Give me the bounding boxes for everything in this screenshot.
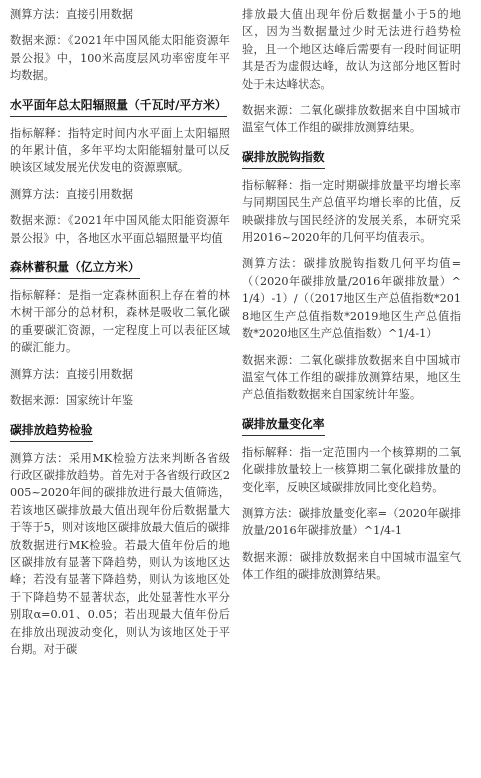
method-paragraph: 测算方法：直接引用数据: [10, 367, 134, 381]
source-paragraph: 数据来源：《2021年中国风能太阳能资源年景公报》中，各地区水平面总辐照量平均值: [10, 214, 230, 245]
definition-paragraph: 指标解释：是指一定森林面积上存在着的林木树干部分的总材积，森林是吸收二氧化碳的重要碳汇资源，一定程度上可以表征区域的碳汇能力。: [10, 289, 230, 355]
source-paragraph: 数据来源：国家统计年鉴: [10, 394, 134, 408]
right-column: [242, 6, 461, 778]
method-paragraph: 测算方法：碳排放量变化率=（2020年碳排放量/2016年碳排放量）^1/4-1: [242, 506, 461, 538]
continued-paragraph: 排放最大值出现年份后数据量小于5的地区，因为当数据量过少时无法进行趋势检验，且一个地区达峰后需要有一段时间证明其是否为虚假达峰，故认为这部分地区暂时处于未达峰状态。: [242, 8, 461, 91]
method-paragraph: 测算方法：碳排放脱钩指数几何平均值=（（2020年碳排放量/2016年碳排放量）^1/4）-1）/（（2017地区生产总值指数*2018地区生产总值指数*2019地区生产总值指数*2020地区生产总值指数）^1/4-1）: [242, 257, 461, 341]
section-heading-solar: 水平面年总太阳辐照量（千瓦时/平方米）: [10, 97, 227, 117]
source-paragraph: 数据来源：《2021年中国风能太阳能资源年景公报》中，100米高度层风功率密度年平均数据。: [10, 34, 230, 83]
definition-paragraph: 指标解释：指一定时期碳排放量平均增长率与同期国民生产总值平均增长率的比值，反映碳排放与国民经济的发展关系，本研究采用2016~2020年的几何平均值表示。: [242, 178, 461, 245]
left-column: [10, 6, 230, 778]
source-paragraph: 数据来源：二氧化碳排放数据来自中国城市温室气体工作组的碳排放测算结果，地区生产总值指数数据来自国家统计年鉴。: [242, 353, 461, 402]
source-paragraph: 数据来源：二氧化碳排放数据来自中国城市温室气体工作组的碳排放测算结果。: [242, 104, 461, 135]
definition-paragraph: 指标解释：指一定范围内一个核算期的二氧化碳排放量较上一核算期二氧化碳排放量的变化率，反映区域碳排放同比变化趋势。: [242, 445, 461, 494]
method-paragraph: 测算方法：直接引用数据: [10, 187, 134, 201]
section-heading-trend: 碳排放趋势检验: [10, 422, 93, 442]
source-paragraph: 数据来源：碳排放数据来自中国城市温室气体工作组的碳排放测算结果。: [242, 550, 461, 582]
method-paragraph: 测算方法：采用MK检验方法来判断各省级行政区碳排放趋势。首先对于各省级行政区2005~2020年间的碳排放进行最大值筛选，若该地区碳排放最大值出现年份后数据量大于等于5，则对该地区碳排放最大值后的碳排放数据进行MK检验。若最大值年份后的地区碳排放有显著下降趋势，则认为该地区达峰；若没有显著下降趋势，则认为该地区处于下降趋势不显著状态，此处显著性水平分别取α=0.01、0.05；若出现最大值年份后在排放出现波动变化，则认为该地区处于平台期。对于碳: [10, 451, 230, 656]
section-heading-decoupling: 碳排放脱钩指数: [242, 149, 325, 169]
section-heading-forest: 森林蓄积量（亿立方米）: [10, 259, 140, 279]
method-paragraph: 测算方法：直接引用数据: [10, 8, 134, 21]
definition-paragraph: 指标解释：指特定时间内水平面上太阳辐照的年累计值，多年平均太阳能辐射量可以反映该区域发展光伏发电的资源禀赋。: [10, 126, 230, 175]
section-heading-change-rate: 碳排放量变化率: [242, 416, 325, 436]
